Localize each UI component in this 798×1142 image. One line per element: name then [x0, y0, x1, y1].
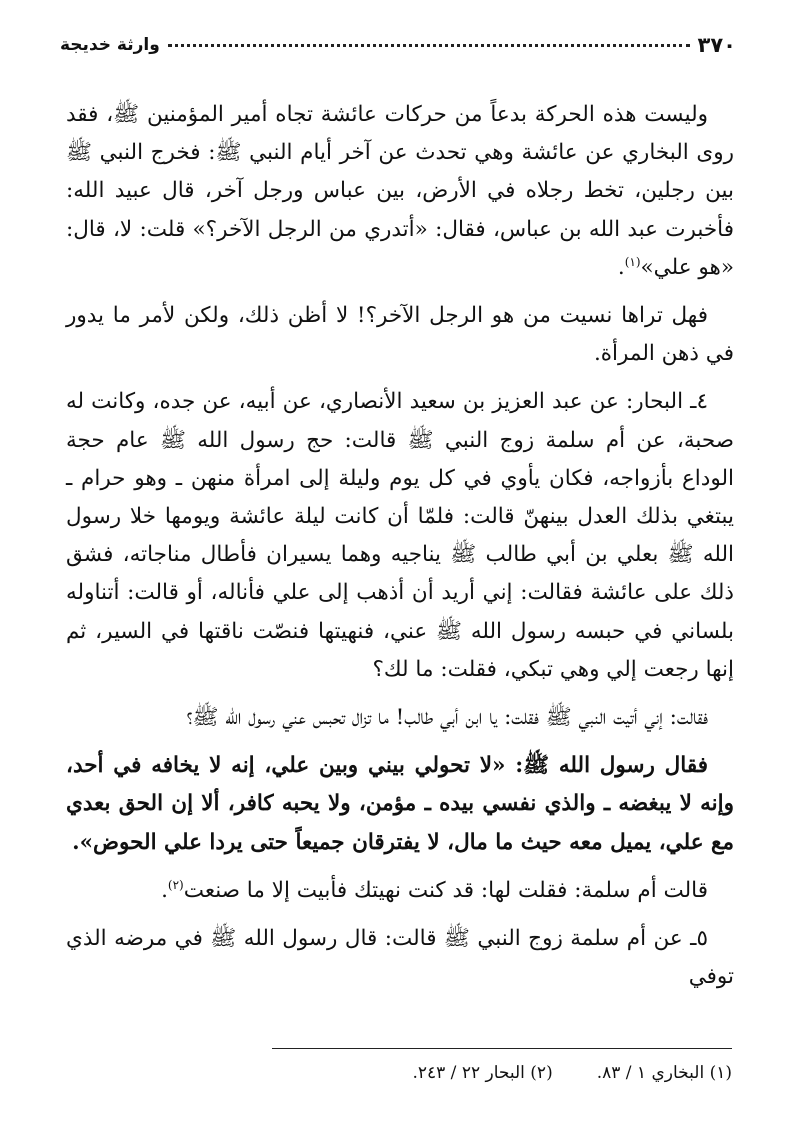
paragraph: قالت أم سلمة: فقلت لها: قد كنت نهيتك فأبيت إلا ما صنعت$^{(٢)}$. — [161, 877, 708, 903]
footnote-item: (٢) البحار ٢٢ / ٢٤٣. — [412, 1063, 553, 1083]
footnote-ref: (١) — [624, 254, 641, 269]
footnotes — [60, 1063, 732, 1083]
footnote-item: (١) البخاري ١ / ٨٣. — [596, 1063, 732, 1083]
footnote-divider — [272, 1048, 732, 1049]
page-header — [60, 32, 736, 58]
running-title: وارثة خديجة — [60, 35, 160, 55]
paragraph-quote: فقال رسول الله ﷺ: «لا تحولي بيني وبين علي، إنه لا يخافه في أحد، وإنه لا يبغضه ـ والذي نفسي بيده ـ مؤمن، ولا يحبه كافر، ألا إن الحق بعدي مع علي، يميل معه حيث ما مال، لا يفترقان جميعاً حتى يردا علي الحوض». — [66, 753, 734, 855]
paragraph: ٤ـ البحار: عن عبد العزيز بن سعيد الأنصاري، عن أبيه، عن جده، وكانت له صحبة، عن أم سلمة زوج النبي ﷺ قالت: حج رسول الله ﷺ عام حجة الوداع بأزواجه، فكان يأوي في كل يوم وليلة إلى امرأة منهن ـ وهو حرام ـ يبتغي بذلك العدل بينهنّ قالت: فلمّا أن كانت ليلة عائشة ويومها خلا رسول الله ﷺ بعلي بن أبي طالب ﷺ يناجيه وهما يسيران فأطال مناجاته، فشق ذلك على عائشة فقالت: إني أريد أن أذهب إلى علي فأناله، أو قالت: أتناوله بلساني في حبسه رسول الله ﷺ عني، فنهيتها فنصّت ناقتها في السير، ثم إنها رجعت إلي وهي تبكي، فقلت: ما لك؟ — [66, 389, 734, 682]
paragraph: ٥ـ عن أم سلمة زوج النبي ﷺ قالت: قال رسول الله ﷺ في مرضه الذي توفي — [66, 926, 734, 990]
paragraph: فقالت: إني أتيت النبي ﷺ فقلت: يا ابن أبي طالب! ما تزال تحبس عني رسول الله ﷺ؟ — [186, 705, 708, 731]
body-text — [66, 96, 734, 1006]
paragraph: وليست هذه الحركة بدعاً من حركات عائشة تجاه أمير المؤمنين ﷺ، فقد روى البخاري عن عائشة وهي تحدث عن آخر أيام النبي ﷺ: فخرج النبي ﷺ بين رجلين، تخط رجلاه في الأرض، بين عباس ورجل آخر، قال عبيد الله: فأخبرت عبد الله بن عباس، فقال: «أتدري من الرجل الآخر؟» قلت: لا، قال: «هو علي»$^{(١)}$. — [66, 102, 734, 280]
page-number: ٣٧٠ — [697, 33, 736, 57]
footnote-ref: (٢) — [167, 877, 184, 892]
paragraph: فهل تراها نسيت من هو الرجل الآخر؟! لا أظن ذلك، ولكن لأمر ما يدور في ذهن المرأة. — [66, 303, 734, 367]
header-dotted-leader — [168, 44, 690, 47]
